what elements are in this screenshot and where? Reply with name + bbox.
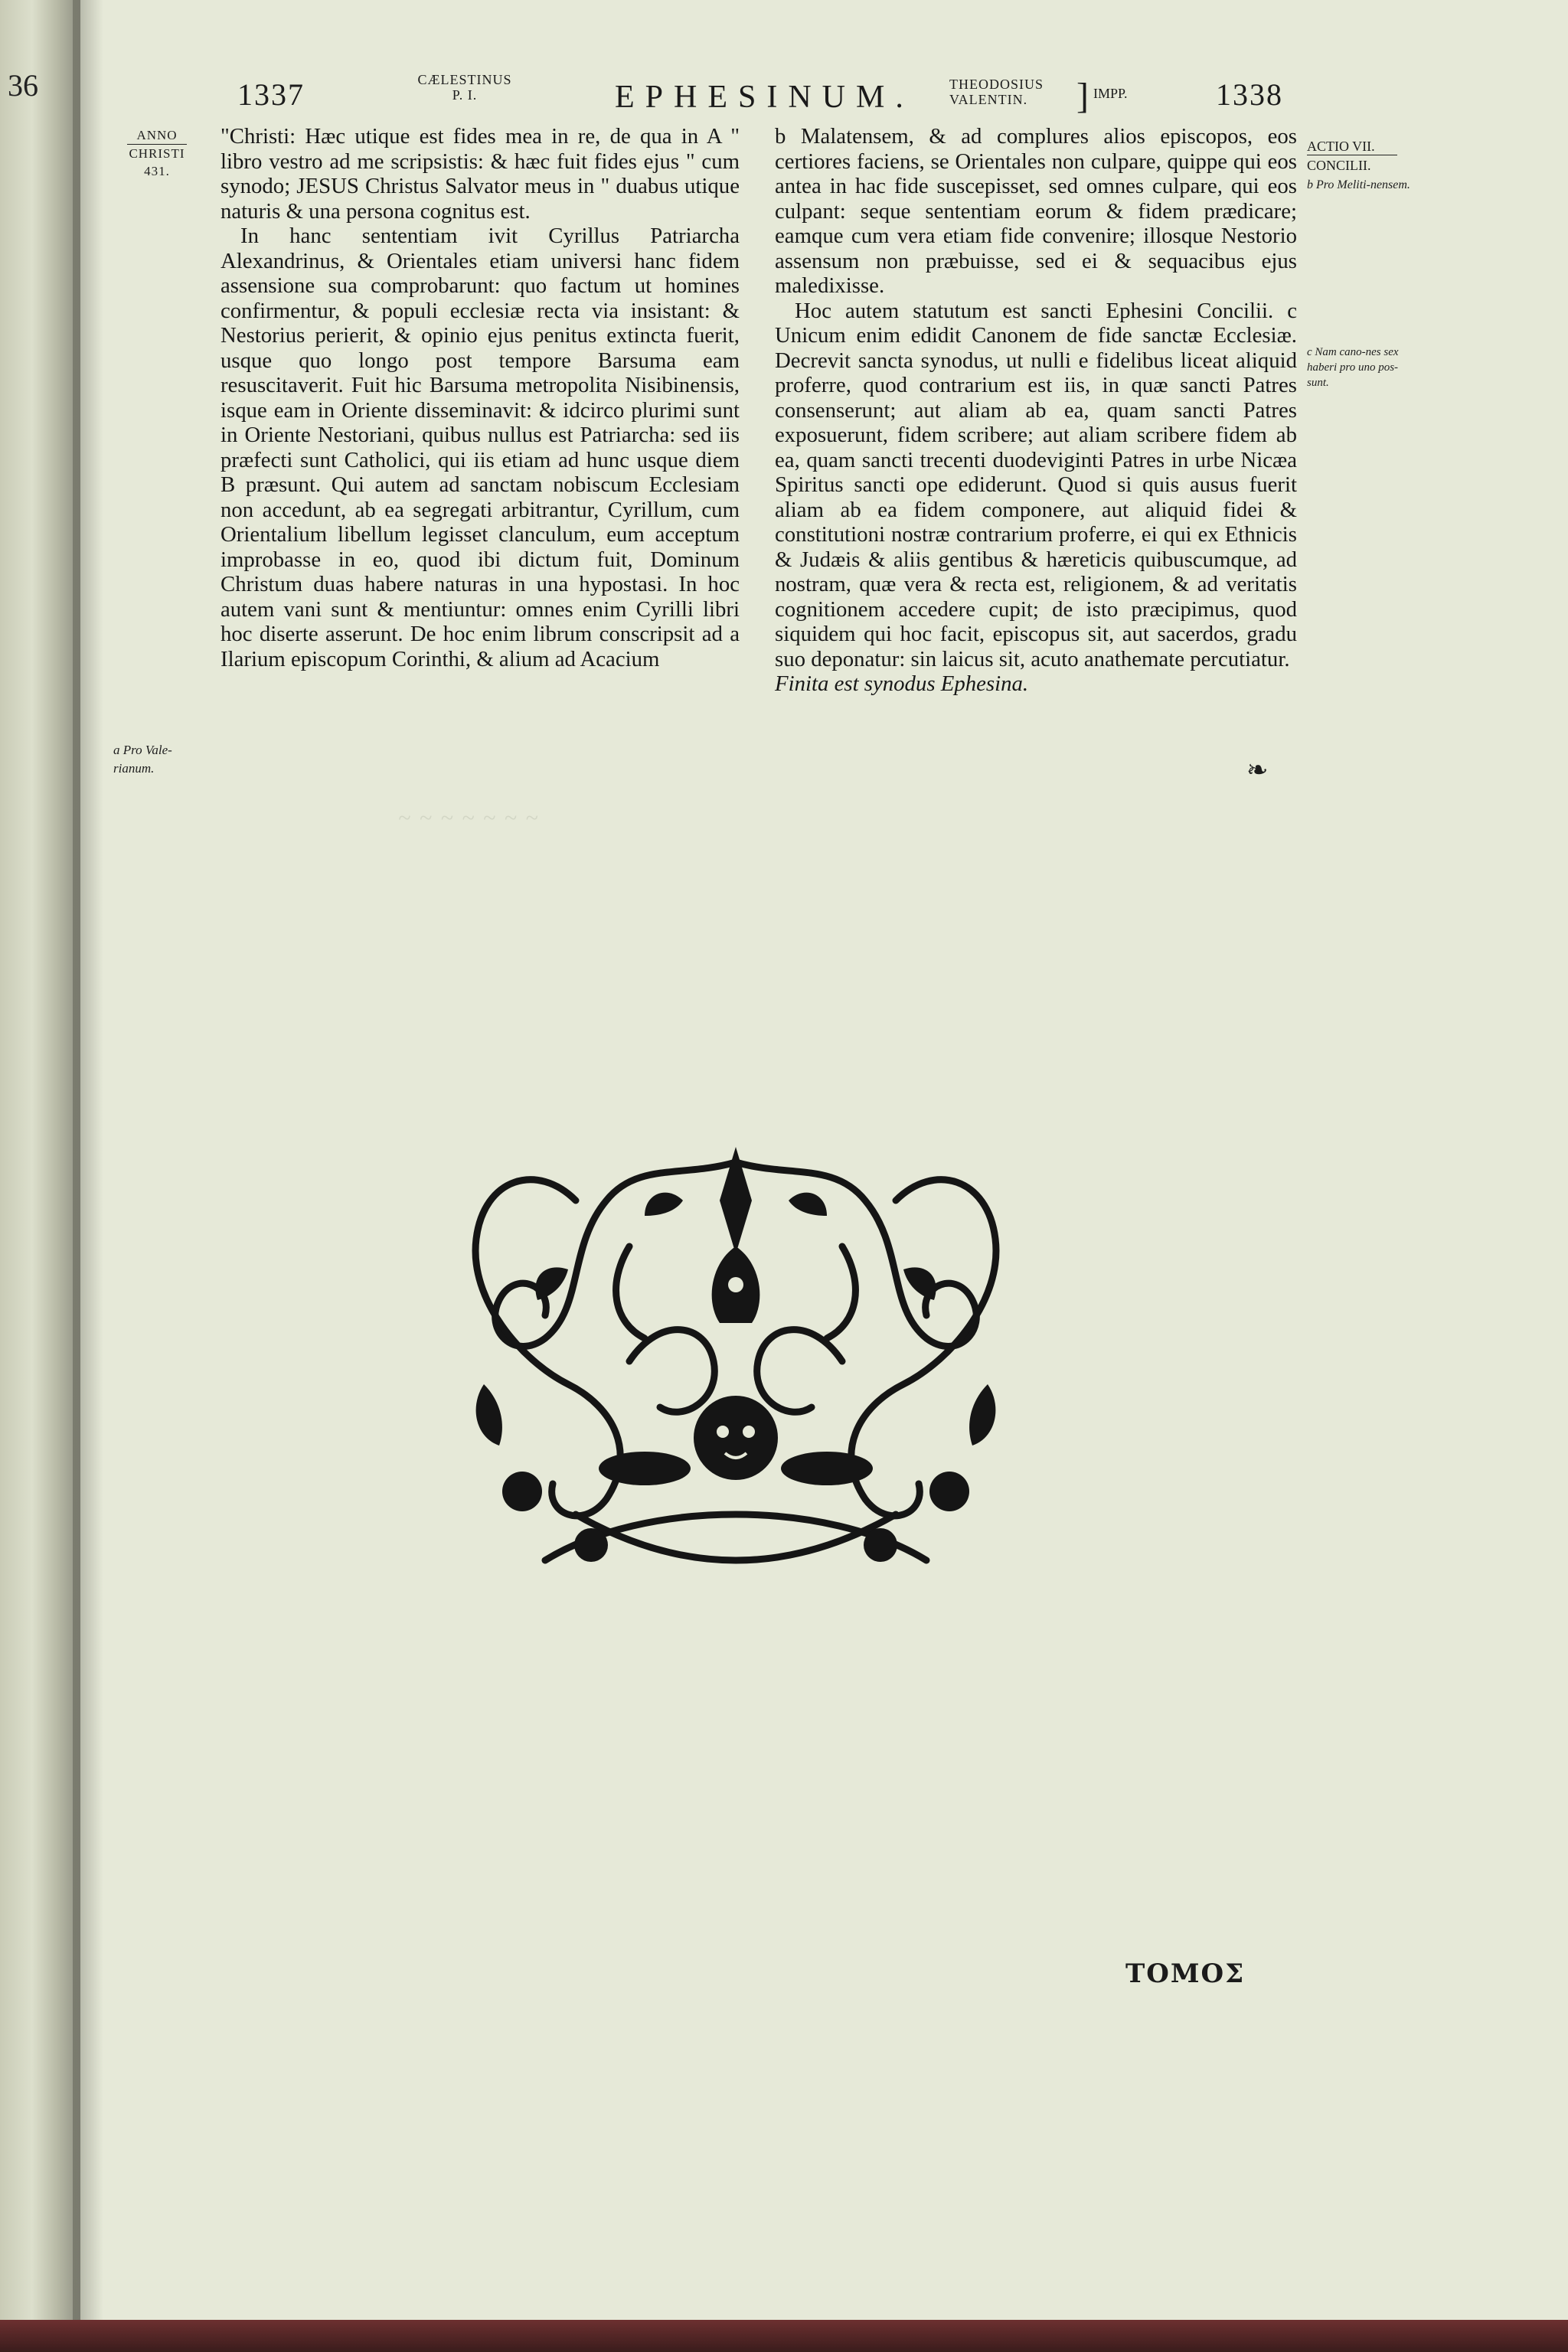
left-text-column — [220, 124, 740, 671]
book-edge — [0, 2320, 1568, 2352]
header-theodosius: THEODOSIUS — [949, 77, 1044, 92]
margin-note-a: a Pro Vale-rianum. — [113, 743, 172, 776]
running-title: EPHESINUM. — [615, 80, 914, 115]
right-paragraph-2: Hoc autem statutum est sancti Ephesini Concilii. c Unicum enim edidit Canonem de fide sanctæ Ecclesiæ. Decrevit sancta synodus, ut nulli e fidelibus liceat aliquid proferre, quod contrarium est iis, in quæ sancti Patres consenserunt; aut aliam ab ea, quam sancti Patres exposuerunt, fidem scribere; aut aliam scribere fidem ab ea, quam sancti trecenti duodeviginti Patres in urbe Nicæa Spiritus sancti ope ediderunt. Quod si quis ausus fuerit aliam ab ea fidem componere, aut aliquid fidei & constitutioni nostræ contrarium proferre, ei qui ex Ethnicis & Judæis & aliis gentibus & hæreticis quibuscumque, ad nostram, quæ vera & recta est, religionem, & ad veritatis cognitionem accedere cupit; de isto præcipimus, quod siquidem qui hoc facit, episcopus sit, aut sacerdos, gradu suo deponatur: sin laicus sit, acuto anathemate percutiatur. — [775, 298, 1297, 671]
page-number-right: 1338 — [1216, 77, 1283, 112]
header-bracket: ] — [1076, 76, 1089, 116]
header-pope — [388, 72, 541, 103]
margin-christi: CHRISTI — [129, 146, 185, 161]
margin-note-c: c Nam cano-nes sex haberi pro uno pos-sunt. — [1307, 346, 1399, 389]
margin-year: 431. — [144, 164, 170, 178]
left-paragraph-1: "Christi: Hæc utique est fides mea in re, de qua in A " libro vestro ad me scripsistis: & hæc fuit fides ejus " cum synodo; JESUS Christus Salvator meus in " duabus utique naturis & una persona cognitus est. — [220, 124, 740, 224]
header-impp: IMPP. — [1093, 86, 1128, 101]
margin-actio-label: ACTIO VII. — [1307, 139, 1375, 154]
margin-note-b: b Pro Meliti-nensem. — [1307, 178, 1410, 191]
bleed-through-text: ~ ~ ~ ~ ~ ~ ~ — [398, 805, 540, 831]
margin-year-note — [122, 126, 191, 180]
header-pope-number: P. I. — [452, 87, 478, 103]
left-paragraph-2: In hanc sententiam ivit Cyrillus Patriarcha Alexandrinus, & Orientales etiam universi hanc fidem assensione sua comprobarunt: quo factum ut homines confirmentur, & populi ecclesiæ recta via insistant: & Nestorius perierit, & opinio ejus penitus extincta fuerit, usque quo longo post tempore Barsuma eam resuscitaverit. Fuit hic Barsuma metropolita Nisibinensis, isque eam in Oriente disseminavit: & idcirco plurimi sunt in Oriente Nestoriani, quibus nullus est Patriarcha: sed iis præfecti sunt Catholici, qui iis etiam ad hunc usque diem B præsunt. Qui autem ad sanctam nobiscum Ecclesiam non accedunt, ab ea segregati arbitrantur, Cyrillum, cum Orientalium libellum legisset clanculum, eum acceptum improbasse in eo, quod ibi dictum fuit, Dominum Christum duas habere naturas in una hypostasi. In hoc autem vani sunt & mentiuntur: omnes enim Cyrilli libri hoc diserte asserunt. De hoc enim librum conscripsit ad a Ilarium episcopum Corinthi, & alium ad Acacium — [220, 224, 740, 671]
right-text-column — [775, 124, 1297, 697]
margin-anno: ANNO — [136, 128, 178, 142]
facing-page-fragment — [0, 0, 80, 2335]
header-emperors — [949, 77, 1095, 107]
woodcut-ornament-image — [453, 1132, 1018, 1591]
facing-page-number: 36 — [8, 68, 38, 103]
flourish-mark: ❧ — [1246, 756, 1269, 785]
header-valentin: VALENTIN. — [949, 92, 1028, 107]
catchword: ΤΟΜΟΣ — [1125, 1958, 1246, 1989]
book-gutter-shadow — [73, 0, 103, 2335]
header-caelestinus: CÆLESTINUS — [417, 72, 512, 87]
margin-actio — [1307, 138, 1414, 194]
finita-line: Finita est synodus Ephesina. — [775, 671, 1029, 696]
margin-concilii: CONCILII. — [1307, 158, 1371, 173]
right-paragraph-1: b Malatensem, & ad complures alios episcopos, eos certiores faciens, se Orientales non culpare, quippe qui eos antea in hac fide suscepisset, sed omnes culpare, qui eos culpant: seque sententiam eorum & fidem prædicare; eamque cum vera etiam fide convenire; illosque Nestorio assensum non præbuisse, sed ei & sequacibus ejus maledixisse. — [775, 124, 1297, 298]
page-number-left: 1337 — [237, 77, 305, 112]
